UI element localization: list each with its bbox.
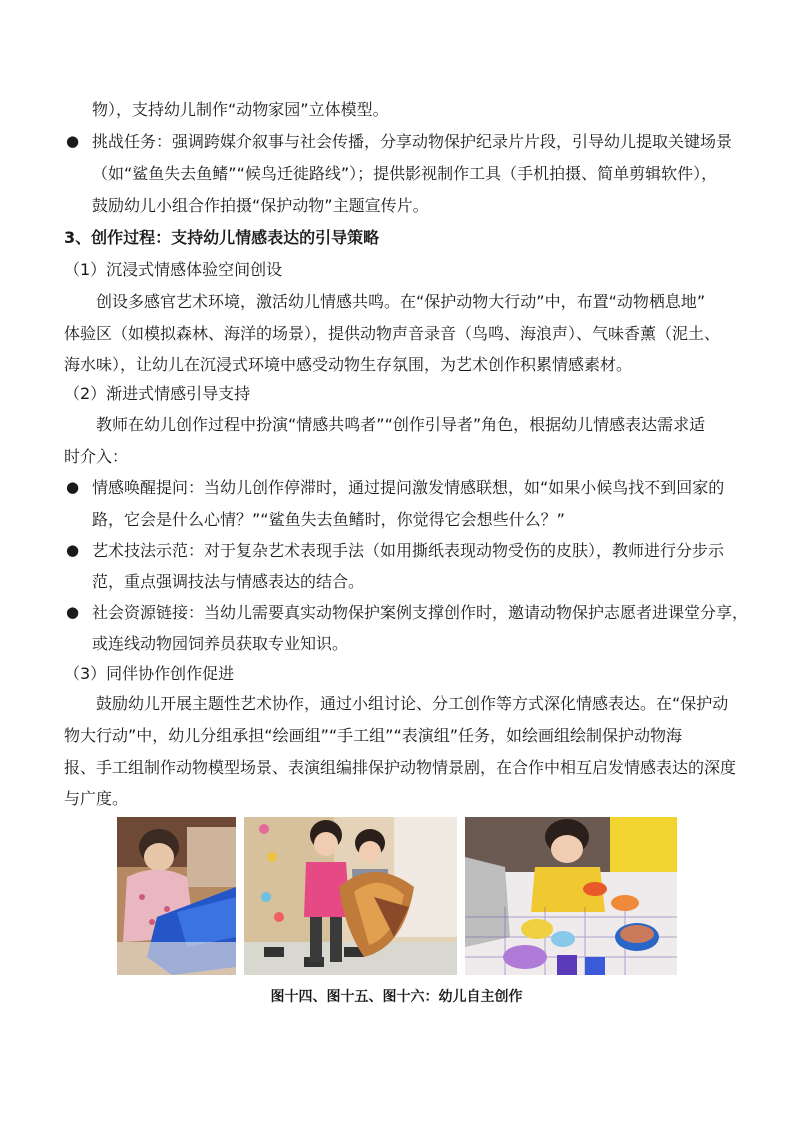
subsection-3-line-2: 物大行动”中，幼儿分组承担“绘画组”“手工组”“表演组”任务，如绘画组绘制保护动物海 — [64, 726, 683, 745]
bullet-resource-line-2: 或连线动物园饲养员获取专业知识。 — [92, 634, 349, 653]
subheading-1: （1）沉浸式情感体验空间创设 — [64, 260, 283, 279]
subsection-2-line-2: 时介入： — [64, 447, 129, 466]
subheading-3: （3）同伴协作创作促进 — [64, 664, 235, 683]
bullet-challenge-line-3: 鼓励幼儿小组合作拍摄“保护动物”主题宣传片。 — [92, 196, 429, 215]
subsection-3-line-4: 与广度。 — [64, 789, 129, 808]
paragraph-continuation: 物），支持幼儿制作“动物家园”立体模型。 — [92, 100, 389, 119]
subsection-1-line-2: 体验区（如模拟森林、海洋的场景），提供动物声音录音（鸟鸣、海浪声）、气味香薰（泥土、 — [64, 324, 721, 343]
subsection-2-line-1: 教师在幼儿创作过程中扮演“情感共鸣者”“创作引导者”角色，根据幼儿情感表达需求适 — [96, 415, 706, 434]
bullet-question-line-1: 情感唤醒提问：当幼儿创作停滞时，通过提问激发情感联想，如“如果小候鸟找不到回家的 — [92, 478, 725, 497]
bullet-resource-line-1: 社会资源链接：当幼儿需要真实动物保护案例支撑创作时，邀请动物保护志愿者进课堂分享， — [92, 603, 749, 622]
photo-child-painting — [117, 817, 236, 975]
bullet-technique-line-1: 艺术技法示范：对于复杂艺术表现手法（如用撕纸表现动物受伤的皮肤），教师进行分步示 — [92, 541, 725, 560]
subsection-1-line-3: 海水味），让幼儿在沉浸式环境中感受动物生存氛围，为艺术创作积累情感素材。 — [64, 355, 633, 374]
subsection-3-line-1: 鼓励幼儿开展主题性艺术协作，通过小组讨论、分工创作等方式深化情感表达。在“保护动 — [96, 694, 729, 713]
section-heading: 3、创作过程：支持幼儿情感表达的引导策略 — [64, 228, 380, 247]
subsection-3-line-3: 报、手工组制作动物模型场景、表演组编排保护动物情景剧，在合作中相互启发情感表达的深度 — [64, 758, 737, 777]
subsection-1-line-1: 创设多感官艺术环境，激活幼儿情感共鸣。在“保护动物大行动”中，布置“动物栖息地” — [96, 292, 706, 311]
bullet-icon: ● — [66, 478, 80, 496]
bullet-technique-line-2: 范，重点强调技法与情感表达的结合。 — [92, 572, 365, 591]
bullet-icon: ● — [66, 541, 80, 559]
bullet-challenge-line-2: （如“鲨鱼失去鱼鳍”“候鸟迁徙路线”）；提供影视制作工具（手机拍摄、简单剪辑软件）， — [92, 164, 718, 183]
figure-caption: 图十四、图十五、图十六：幼儿自主创作 — [270, 989, 523, 1005]
photo-girls-paper-craft — [244, 817, 457, 975]
bullet-challenge-line-1: 挑战任务：强调跨媒介叙事与社会传播，分享动物保护纪录片片段，引导幼儿提取关键场景 — [92, 132, 733, 151]
bullet-icon: ● — [66, 603, 80, 621]
bullet-icon: ● — [66, 132, 80, 150]
subheading-2: （2）渐进式情感引导支持 — [64, 384, 251, 403]
bullet-question-line-2: 路，它会是什么心情？”“鲨鱼失去鱼鳍时，你觉得它会想些什么？” — [92, 510, 565, 529]
photo-kids-color-painting — [465, 817, 677, 975]
